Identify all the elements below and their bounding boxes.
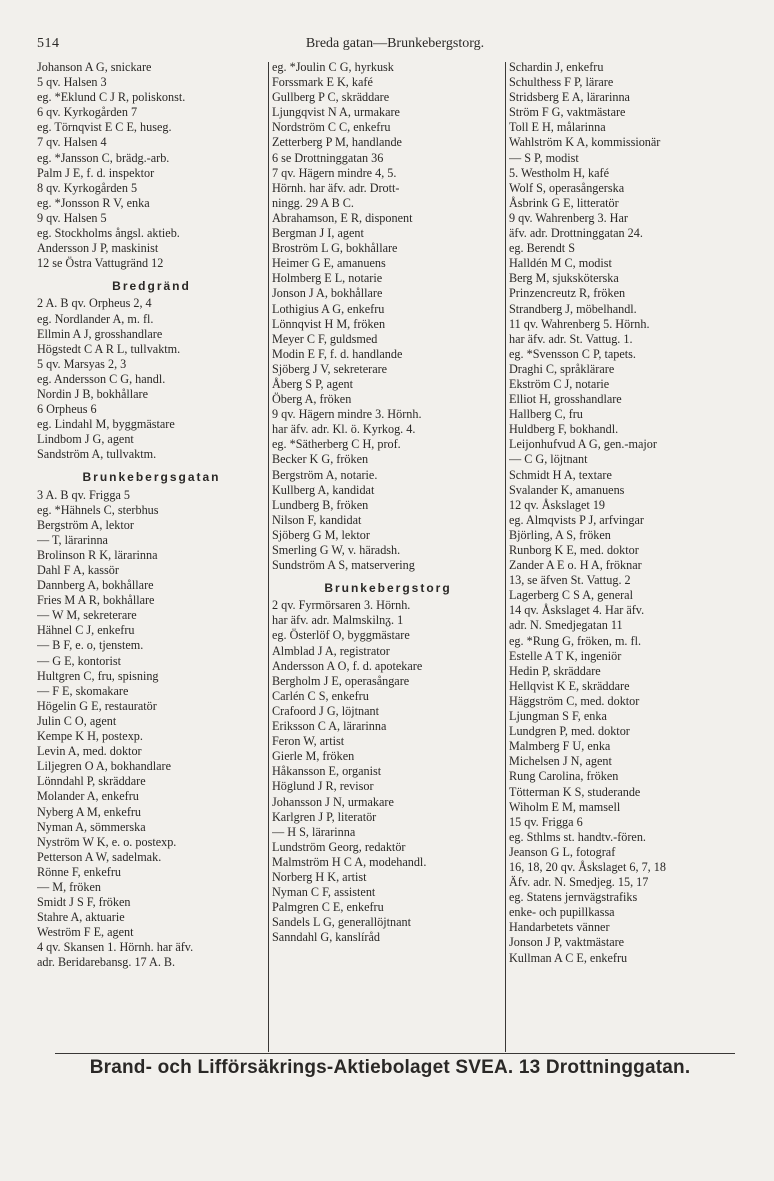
directory-entry: Eriksson C A, lärarinna: [272, 719, 387, 734]
directory-entry: har äfv. adr. St. Vattug. 1.: [509, 331, 633, 346]
directory-entry: Sjöberg G M, lektor: [272, 527, 370, 542]
directory-entry: eg. *Svensson C P, tapets.: [509, 346, 636, 361]
directory-entry: Lundberg B, fröken: [272, 497, 369, 512]
directory-entry: Wahlström K A, kommissionär: [509, 135, 661, 150]
directory-entry: Estelle A T K, ingeniör: [509, 648, 622, 663]
directory-entry: Holmberg E L, notarie: [272, 271, 383, 286]
directory-entry: Sandström A, tullvaktm.: [37, 447, 157, 462]
directory-entry: adr. N. Smedjegatan 11: [509, 618, 623, 633]
directory-entry: Zander A E o. H A, fröknar: [509, 558, 642, 573]
directory-entry: Runborg K E, med. doktor: [509, 543, 639, 557]
directory-entry: Petterson A W, sadelmak.: [37, 849, 162, 864]
directory-entry: Levin A, med. doktor: [37, 744, 142, 759]
directory-entry: Gierle M, fröken: [272, 749, 355, 764]
directory-entry: enke- och pupillkassa: [509, 905, 615, 920]
directory-entry: eg. Nordlander A, m. fl.: [37, 311, 154, 326]
directory-entry: Jonson J A, bokhållare: [272, 286, 383, 301]
directory-entry: eg. Andersson C G, handl.: [37, 371, 166, 386]
directory-entry: Meyer C F, guldsmed: [272, 331, 378, 346]
directory-entry: Nordström C C, enkefru: [272, 120, 391, 135]
directory-entry: Lagerberg C S A, general: [509, 588, 633, 603]
directory-entry: 7 qv. Hägern mindre 4, 5.: [272, 165, 397, 180]
directory-entry: 16, 18, 20 qv. Åskslaget 6, 7, 18: [509, 859, 666, 874]
column-3: [509, 60, 747, 966]
directory-entry: Carlén C S, enkefru: [272, 688, 369, 703]
directory-entry: Zetterberg P M, handlande: [272, 135, 402, 150]
directory-entry: Hallberg C, fru: [509, 407, 583, 422]
directory-entry: 2 A. B qv. Orpheus 2, 4: [37, 296, 152, 311]
directory-entry: Stridsberg E A, lärarinna: [509, 90, 630, 105]
directory-entry: Handarbetets vänner: [509, 920, 610, 935]
directory-entry: Weström F E, agent: [37, 925, 134, 940]
directory-entry: Ekström C J, notarie: [509, 376, 610, 391]
directory-entry: Andersson J P, maskinist: [37, 241, 159, 256]
footer-rule: [55, 1053, 735, 1054]
directory-entry: Björling, A S, fröken: [509, 527, 611, 542]
directory-entry: — T, lärarinna: [37, 532, 108, 547]
directory-entry: Lönndahl P, skräddare: [37, 774, 146, 789]
directory-entry: eg. Stockholms ångsl. aktieb.: [37, 226, 180, 241]
directory-entry: 9 qv. Hägern mindre 3. Hörnh.: [272, 407, 422, 422]
directory-entry: Högstedt C A R L, tullvaktm.: [37, 341, 181, 356]
directory-entry: Wolf S, operasångerska: [509, 180, 625, 195]
directory-entry: Andersson A O, f. d. apotekare: [272, 658, 423, 673]
directory-entry: 5 qv. Halsen 3: [37, 75, 107, 90]
directory-entry: eg. Törnqvist E C E, huseg.: [37, 120, 172, 135]
directory-entry: — C G, löjtnant: [509, 452, 588, 467]
directory-entry: Schardin J, enkefru: [509, 60, 604, 74]
directory-entry: Broström L G, bokhållare: [272, 241, 398, 256]
directory-entry: Palm J E, f. d. inspektor: [37, 165, 155, 180]
directory-entry: Svalander K, amanuens: [509, 482, 625, 497]
directory-entry: Toll E H, målarinna: [509, 120, 606, 135]
directory-entry: Fries M A R, bokhållare: [37, 593, 155, 608]
directory-entry: — H S, lärarinna: [272, 824, 356, 839]
directory-entry: Gullberg P C, skräddare: [272, 90, 390, 105]
directory-entry: Sundström A S, matservering: [272, 558, 415, 573]
directory-entry: 11 qv. Wahrenberg 5. Hörnh.: [509, 316, 650, 331]
directory-entry: Ellmin A J, grosshandlare: [37, 326, 163, 341]
page-number: 514: [37, 36, 60, 51]
directory-entry: 6 se Drottninggatan 36: [272, 150, 384, 165]
directory-entry: Julin C O, agent: [37, 713, 117, 728]
directory-entry: eg. Almqvists P J, arfvingar: [509, 512, 644, 527]
directory-entry: Lönnqvist H M, fröken: [272, 316, 386, 331]
directory-entry: eg. *Hähnels C, sterbhus: [37, 502, 159, 517]
directory-entry: Schmidt H A, textare: [509, 467, 612, 482]
directory-entry: 5. Westholm H, kafé: [509, 165, 609, 180]
directory-entry: Ljungqvist N A, urmakare: [272, 105, 400, 120]
directory-entry: Becker K G, fröken: [272, 452, 369, 467]
directory-entry: — W M, sekreterare: [37, 608, 137, 623]
column-1: [37, 60, 266, 971]
directory-entry: eg. Österlöf O, byggmästare: [272, 628, 410, 643]
directory-entry: 4 qv. Skansen 1. Hörnh. har äfv.: [37, 940, 194, 955]
directory-entry: Lundström Georg, redaktör: [272, 839, 406, 854]
directory-entry: äfv. adr. Drottninggatan 24.: [509, 226, 643, 241]
directory-entry: Ström F G, vaktmästare: [509, 105, 626, 120]
directory-entry: Lundgren P, med. doktor: [509, 724, 630, 739]
directory-entry: 13, se äfven St. Vattug. 2: [509, 573, 631, 588]
directory-entry: 12 qv. Åskslaget 19: [509, 497, 606, 512]
directory-entry: 14 qv. Åskslaget 4. Har äfv.: [509, 603, 645, 618]
directory-entry: — M, fröken: [37, 879, 101, 894]
directory-entry: Modin E F, f. d. handlande: [272, 346, 403, 361]
street-heading: Brunkebergsgatan: [82, 470, 221, 485]
directory-entry: Nyman A, sömmerska: [37, 819, 146, 834]
column-divider: [505, 62, 506, 1052]
directory-entry: Brolinson R K, lärarinna: [37, 547, 158, 562]
directory-entry: Heimer G E, amanuens: [272, 256, 386, 271]
directory-entry: Halldén M C, modist: [509, 256, 612, 271]
directory-entry: 5 qv. Marsyas 2, 3: [37, 356, 127, 371]
directory-entry: Häggström C, med. doktor: [509, 693, 640, 708]
running-head: Breda gatan—Brunkebergstorg.: [305, 36, 485, 51]
directory-entry: 12 se Östra Vattugränd 12: [37, 256, 164, 271]
directory-entry: — S P, modist: [509, 150, 579, 165]
directory-entry: Kullberg A, kandidat: [272, 482, 375, 497]
directory-entry: Leijonhufvud A G, gen.-major: [509, 437, 657, 452]
directory-entry: har äfv. adr. Malmskilnᵹ. 1: [272, 613, 404, 628]
directory-entry: Kullman A C E, enkefru: [509, 950, 628, 965]
directory-entry: Almblad J A, registrator: [272, 643, 390, 658]
street-heading: Brunkebergstorg: [324, 581, 452, 596]
directory-entry: Jeanson G L, fotograf: [509, 844, 616, 859]
directory-entry: Rönne F, enkefru: [37, 864, 121, 879]
directory-entry: Smidt J S F, fröken: [37, 895, 131, 910]
directory-entry: 7 qv. Halsen 4: [37, 135, 107, 150]
directory-entry: eg. *Jonsson R V, enka: [37, 195, 150, 210]
directory-entry: 2 qv. Fyrmörsaren 3. Hörnh.: [272, 598, 411, 613]
directory-entry: — G E, kontorist: [37, 653, 121, 668]
directory-entry: 9 qv. Wahrenberg 3. Har: [509, 210, 628, 225]
directory-entry: eg. Statens jernvägstrafiks: [509, 890, 638, 905]
directory-entry: Bergman J I, agent: [272, 226, 364, 241]
directory-entry: Sjöberg J V, sekreterare: [272, 361, 388, 376]
directory-entry: Åberg S P, agent: [272, 376, 354, 391]
directory-entry: 6 Orpheus 6: [37, 402, 97, 417]
directory-entry: Nyman C F, assistent: [272, 885, 376, 900]
directory-entry: Kempe K H, postexp.: [37, 729, 143, 744]
directory-entry: Sanndahl G, kanslíråd: [272, 930, 380, 945]
directory-entry: eg. Lindahl M, byggmästare: [37, 417, 175, 432]
directory-entry: Strandberg J, möbelhandl.: [509, 301, 637, 316]
directory-entry: Hähnel C J, enkefru: [37, 623, 135, 638]
directory-entry: Äfv. adr. N. Smedjeg. 15, 17: [509, 875, 649, 890]
directory-entry: Håkansson E, organist: [272, 764, 382, 779]
directory-entry: eg. *Joulin C G, hyrkusk: [272, 60, 394, 74]
directory-entry: Smerling G W, v. häradsh.: [272, 543, 401, 557]
directory-entry: Elliot H, grosshandlare: [509, 392, 622, 407]
directory-entry: Feron W, artist: [272, 734, 345, 749]
directory-entry: eg. *Sätherberg C H, prof.: [272, 437, 401, 452]
directory-entry: Nyberg A M, enkefru: [37, 804, 142, 819]
directory-entry: Jonson J P, vaktmästare: [509, 935, 625, 950]
directory-entry: Johansson J N, urmakare: [272, 794, 394, 809]
directory-entry: Wiholm E M, mamsell: [509, 799, 621, 814]
directory-entry: Draghi C, språklärare: [509, 361, 615, 376]
directory-entry: Nilson F, kandidat: [272, 512, 362, 527]
directory-entry: ningg. 29 A B C.: [272, 195, 354, 210]
directory-entry: Lindbom J G, agent: [37, 432, 134, 447]
directory-entry: Hellqvist K E, skräddare: [509, 678, 630, 693]
directory-entry: Bergström A, lektor: [37, 517, 134, 532]
directory-entry: Stahre A, aktuarie: [37, 910, 125, 925]
directory-entry: Malmström H C A, modehandl.: [272, 854, 427, 869]
directory-entry: Dahl F A, kassör: [37, 563, 119, 577]
directory-entry: Norberg H K, artist: [272, 869, 367, 884]
directory-entry: eg. Sthlms st. handtv.-fören.: [509, 829, 646, 844]
directory-entry: 6 qv. Kyrkogården 7: [37, 105, 138, 120]
directory-entry: Rung Carolina, fröken: [509, 769, 619, 784]
directory-entry: 9 qv. Halsen 5: [37, 210, 107, 225]
column-divider: [268, 62, 269, 1052]
directory-entry: Lothigius A G, enkefru: [272, 301, 385, 316]
directory-entry: Bergström A, notarie.: [272, 467, 378, 482]
directory-entry: Berg M, sjuksköterska: [509, 271, 619, 286]
directory-entry: 15 qv. Frigga 6: [509, 814, 583, 829]
directory-entry: eg. *Rung G, fröken, m. fl.: [509, 633, 642, 648]
directory-entry: Abrahamson, E R, disponent: [272, 210, 413, 225]
directory-entry: Dannberg A, bokhållare: [37, 578, 154, 593]
directory-entry: — B F, e. o, tjenstem.: [37, 638, 144, 653]
directory-entry: eg. *Jansson C, brädg.-arb.: [37, 150, 170, 165]
directory-entry: Åsbrink G E, litteratör: [509, 195, 619, 210]
directory-entry: har äfv. adr. Kl. ö. Kyrkog. 4.: [272, 422, 416, 437]
directory-entry: Höglund J R, revisor: [272, 779, 374, 794]
directory-entry: Hedin P, skräddare: [509, 663, 601, 678]
directory-entry: 8 qv. Kyrkogården 5: [37, 180, 138, 195]
directory-entry: Ljungman S F, enka: [509, 709, 607, 724]
directory-entry: Palmgren C E, enkefru: [272, 900, 384, 915]
directory-entry: — F E, skomakare: [37, 683, 129, 698]
directory-entry: Schulthess F P, lärare: [509, 75, 614, 90]
directory-entry: Bergholm J E, operasångare: [272, 673, 410, 688]
directory-entry: Crafoord J G, löjtnant: [272, 703, 379, 718]
directory-entry: Nordin J B, bokhållare: [37, 386, 149, 401]
directory-entry: Tötterman K S, studerande: [509, 784, 641, 799]
directory-entry: Malmberg F U, enka: [509, 739, 611, 754]
street-heading: Bredgränd: [112, 279, 191, 294]
directory-entry: Johanson A G, snickare: [37, 60, 152, 74]
directory-entry: Molander A, enkefru: [37, 789, 139, 804]
directory-entry: eg. Berendt S: [509, 241, 576, 256]
directory-entry: Nyström W K, e. o. postexp.: [37, 834, 177, 849]
directory-entry: eg. *Eklund C J R, poliskonst.: [37, 90, 186, 105]
directory-entry: Michelsen J N, agent: [509, 754, 612, 769]
directory-entry: Prinzencreutz R, fröken: [509, 286, 626, 301]
directory-entry: Öberg A, fröken: [272, 392, 352, 407]
directory-entry: Hörnh. har äfv. adr. Drott-: [272, 180, 400, 195]
column-2: [272, 60, 504, 945]
directory-entry: Sandels L G, generallöjtnant: [272, 915, 411, 930]
directory-entry: Huldberg F, bokhandl.: [509, 422, 619, 437]
directory-entry: 3 A. B qv. Frigga 5: [37, 487, 130, 502]
directory-entry: Forssmark E K, kafé: [272, 75, 373, 90]
footer-advertisement: Brand- och Lifförsäkrings-Aktiebolaget SVEA. 13 Drottninggatan.: [89, 1057, 691, 1078]
directory-entry: adr. Beridarebansg. 17 A. B.: [37, 955, 176, 970]
directory-entry: Högelin G E, restauratör: [37, 698, 157, 713]
directory-entry: Karlgren J P, literatör: [272, 809, 377, 824]
directory-entry: Hultgren C, fru, spisning: [37, 668, 159, 683]
directory-entry: Liljegren O A, bokhandlare: [37, 759, 172, 774]
